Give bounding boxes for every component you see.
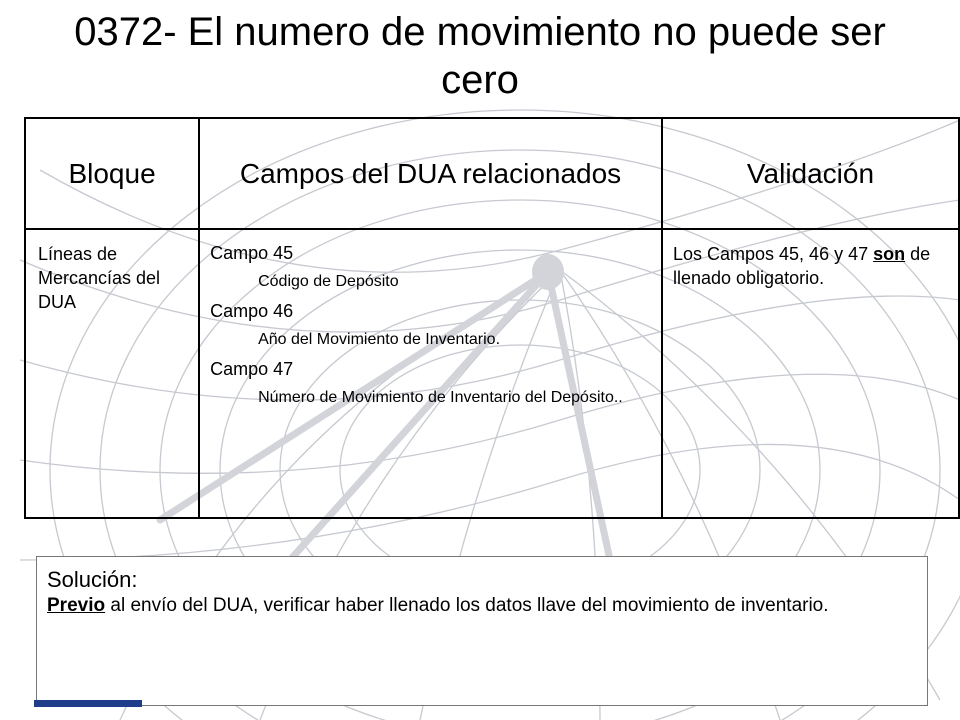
campo-description: Año del Movimiento de Inventario. [258,331,501,348]
header-campos: Campos del DUA relacionados [199,118,662,229]
validacion-emphasis: son [873,244,906,264]
cell-validacion [662,229,959,518]
solution-heading: Solución: [47,567,138,592]
table-header-row [25,118,959,229]
validacion-text-pre: Los Campos 45, 46 y 47 [672,244,874,264]
accent-bar [34,700,142,707]
cell-campos [199,229,662,518]
campo-description: Código de Depósito [258,273,399,290]
solution-emphasis: Previo [47,595,106,616]
table-row [25,229,959,518]
validacion-text-post: de llenado obligatorio. [672,244,931,288]
header-bloque: Bloque [25,118,199,229]
campo-description: Número de Movimiento de Inventario del Depósito.. [258,389,623,406]
dua-validation-table [24,117,960,519]
cell-bloque: Líneas de Mercancías del DUA [25,229,199,518]
campo-label: Campo 46 [210,301,294,321]
header-validacion: Validación [662,118,959,229]
campo-label: Campo 45 [210,243,294,263]
solution-text [47,593,917,619]
solution-body: al envío del DUA, verificar haber llenado los datos llave del movimiento de inventario. [105,595,829,616]
campo-label: Campo 47 [210,359,294,379]
solution-box [36,556,928,706]
page-title: 0372- El numero de movimiento no puede ser cero [74,10,886,102]
